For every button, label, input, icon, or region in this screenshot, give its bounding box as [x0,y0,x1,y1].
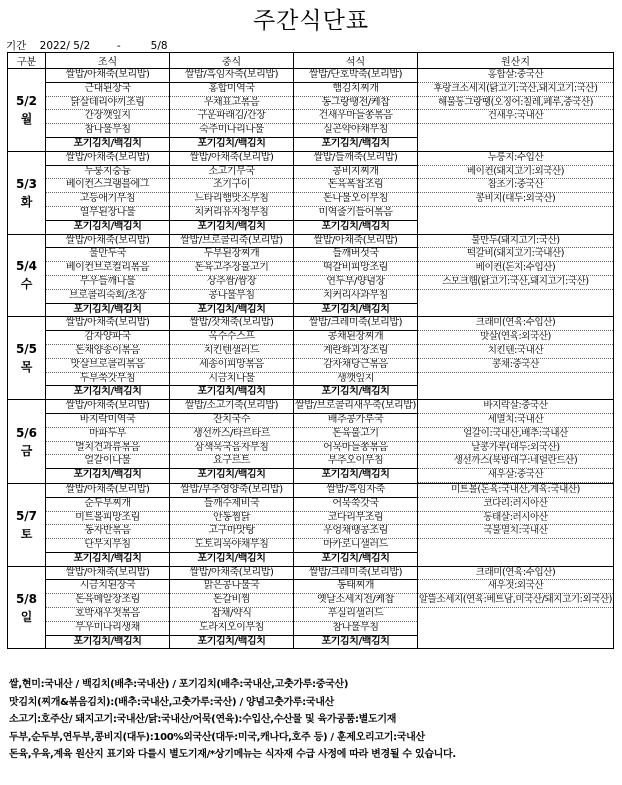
day-label [8,151,46,234]
menu-item: 돈갈비찜 [170,594,293,608]
origin-item: 떡갈비(돼지고기:국내산) [418,248,613,262]
origin-item: 건새우:국내산 [418,110,613,124]
day-date: 5/5 [15,342,38,357]
origin-item: 후랑크소세지(닭고기:국산,돼지고기:국산) [418,83,613,97]
menu-item: 포기김치/백김치 [197,386,266,398]
menu-item: 떡갈비피망조림 [294,262,417,276]
header-dinner: 석식 [294,53,418,69]
origin-item: 날콩가루(대두:외국산) [418,442,613,456]
origin-item: 홍합살:중국산 [418,69,613,83]
menu-item: 포기김치/백김치 [73,469,142,481]
menu-item: 옥수수스프 [170,331,293,345]
menu-item: 생깻잎지 [294,373,417,387]
menu-item: 쌀밥/아채죽(보리밥) [46,235,169,249]
menu-item: 포기김치/백김치 [321,635,390,647]
menu-item: 포기김치/백김치 [73,303,142,315]
menu-item: 포기김치/백김치 [321,220,390,232]
menu-item: 생선까스/타르타르 [170,428,293,442]
dinner-cell [294,69,418,152]
menu-item: 쌀밥/아채죽(보리밥) [46,69,169,83]
origin-item: 새우살:중국산 [418,469,613,483]
menu-item: 쌀밥/소고기죽(보리밥) [170,400,293,414]
menu-item: 근대된장국 [46,83,169,97]
menu-item: 동그랑땡전/케찹 [294,97,417,111]
menu-item: 쌀밥/흑임자죽(보리밥) [170,69,293,83]
menu-item: 실곤약야채무침 [294,124,417,138]
menu-item: 콩나물무침 [170,290,293,304]
menu-item: 쌀밥/부추영양죽(보리밥) [170,484,293,498]
origin-item: 생선까스(북방대구:네덜란드산) [418,455,613,469]
menu-item: 미역줄기들어볶음 [294,207,417,221]
breakfast-cell [46,317,170,400]
lunch-cell [170,234,294,317]
header-breakfast: 조식 [46,53,170,69]
menu-item: 쌀밥/아채죽(보리밥) [46,400,169,414]
menu-item: 맑은콩나물국 [170,580,293,594]
menu-item: 무우들깨나물 [46,276,169,290]
menu-item: 연두부/양념장 [294,276,417,290]
menu-item: 쌀밥/아채죽(보리밥) [170,567,293,581]
origin-item: 국물멸치:국내산 [418,525,613,539]
menu-item: 물만두국 [46,248,169,262]
day-date: 5/2 [15,93,38,108]
menu-item: 바지락미역국 [46,414,169,428]
menu-item: 돈육불고기 [294,428,417,442]
menu-item: 홍합미역국 [170,83,293,97]
menu-item: 상추쌈/쌈장 [170,276,293,290]
day-row [8,483,614,566]
menu-item: 브로콜리숙회/초장 [46,290,169,304]
menu-item: 감자양파국 [46,331,169,345]
menu-item: 시금치된장국 [46,580,169,594]
menu-item: 구운파래김/간장 [170,110,293,124]
day-row [8,317,614,400]
menu-item: 포기김치/백김치 [321,303,390,315]
lunch-cell [170,400,294,484]
menu-item: 들깨수제비국 [170,498,293,512]
menu-item: 고구마맛탕 [170,525,293,539]
origin-item: 크래미(연육:수입산) [418,317,613,331]
menu-item: 포기김치/백김치 [73,137,142,149]
header-origin: 원산지 [418,53,614,69]
menu-item: 들깨버섯국 [294,248,417,262]
menu-item: 쌀밥/흑임자죽 [294,484,417,498]
breakfast-cell [46,483,170,566]
origin-item: 베이컨(돼지고기:외국산) [418,166,613,180]
menu-item: 쌀밥/아채죽(보리밥) [46,152,169,166]
origin-item: 누룽지:수입산 [418,152,613,166]
origin-item: 물만두(돼지고기:국산) [418,235,613,249]
menu-item: 두부된장찌개 [170,248,293,262]
lunch-cell [170,483,294,566]
origin-cell [418,69,614,152]
lunch-cell [170,69,294,152]
menu-item: 순두부찌개 [46,498,169,512]
menu-item: 닭살데리야끼조림 [46,97,169,111]
menu-item: 느타리햄맛소무침 [170,193,293,207]
menu-item: 쌀밥/아채죽(보리밥) [46,317,169,331]
day-date: 5/7 [15,508,38,523]
menu-item: 옛날소세지전/케찹 [294,594,417,608]
day-label [8,400,46,484]
origin-cell [418,151,614,234]
footer-note: 돈육,우육,계육 원산지 표기와 다를시 별도기재/*상기메뉴는 식자재 수급 사정에 따라 변경될 수 있습니다. [9,749,456,761]
origin-notes [9,676,615,764]
origin-item: 콩채:중국산 [418,359,613,373]
header-lunch: 중식 [170,53,294,69]
menu-item: 미트볼피망조림 [46,512,169,526]
menu-item: 포기김치/백김치 [197,635,266,647]
menu-item: 쌀밥/브로콜리죽(보리밥) [170,235,293,249]
menu-item: 치커리유자청무침 [170,207,293,221]
menu-item: 얼갈이나물 [46,455,169,469]
origin-cell [418,566,614,649]
menu-item: 쌀밥/아채죽(보리밥) [294,235,417,249]
menu-item: 콩채된장찌개 [294,331,417,345]
menu-item: 햄김치찌개 [294,83,417,97]
menu-item: 무우미나리생채 [46,622,169,636]
menu-item: 건새우마늘쫑볶음 [294,110,417,124]
menu-item: 쌀밥/아채죽(보리밥) [170,152,293,166]
footer-note: 쌀,현미:국내산 / 백김치(배추:국내산) / 포기김치(배추:국내산,고춧가루:중국산) [9,679,349,690]
menu-item: 포기김치/백김치 [321,386,390,398]
menu-item: 도라지오이무침 [170,622,293,636]
menu-item: 돈나물오이무침 [294,193,417,207]
menu-item: 삼색묵국음자무침 [170,442,293,456]
day-label [8,566,46,649]
origin-item: 해물동그랑땡(오징어:칠레,페루,중국산) [418,97,613,111]
menu-item: 포기김치/백김치 [197,303,266,315]
day-date: 5/3 [15,176,38,191]
menu-item: 돈육폭찹조림 [294,179,417,193]
day-label [8,483,46,566]
menu-item: 숙주미나리나물 [170,124,293,138]
menu-item: 요구르트 [170,455,293,469]
breakfast-cell [46,69,170,152]
footer-note: 소고기:호주산/ 돼지고기:국내산/닭:국내산/어묵(연육):수입산,수산물 및 육가공품:별도기재 [9,714,397,726]
menu-item: 잔치국수 [170,414,293,428]
menu-item: 부추오이무침 [294,455,417,469]
menu-item: 참나물무침 [294,622,417,636]
day-row [8,566,614,649]
menu-item: 어묵마늘쫑볶음 [294,442,417,456]
menu-item: 코다리무조림 [294,512,417,526]
menu-item: 고등애기무침 [46,193,169,207]
menu-period: 기간 2022/ 5/2 - 5/8 [6,40,168,52]
menu-item: 맛살브로콜리볶음 [46,359,169,373]
menu-item: 누룽지숭늉 [46,166,169,180]
day-date: 5/4 [15,259,38,274]
breakfast-cell [46,234,170,317]
breakfast-cell [46,151,170,234]
breakfast-cell [46,566,170,649]
menu-item: 안동찜닭 [170,512,293,526]
menu-item: 치커리사과무침 [294,290,417,304]
origin-cell [418,234,614,317]
menu-item: 쌀밥/크레미죽(보리밥) [294,317,417,331]
footer-note: 두부,순두부,연두부,콩비지(대두):100%외국산(대두:미국,캐나다,호주 등) / 훈제오리고기:국내산 [9,731,425,743]
menu-item: 쌀밥/단호박죽(보리밥) [294,69,417,83]
day-date: 5/8 [15,591,38,606]
day-weekday: 월 [20,111,33,126]
lunch-cell [170,317,294,400]
origin-cell [418,400,614,484]
menu-item: 베이컨브로컬리볶음 [46,262,169,276]
day-weekday: 화 [20,194,33,209]
menu-item: 어묵쑥갓국 [294,498,417,512]
dinner-cell [294,483,418,566]
page-title: 주간식단표 [252,8,370,34]
menu-item: 콩비지찌개 [294,166,417,180]
day-row [8,69,614,152]
menu-item: 간장깻잎지 [46,110,169,124]
origin-item: 동태살:러시아산 [418,512,613,526]
origin-item: 알뜰소세지(연육:베트남,미국산/돼지고기:외국산) [418,594,613,608]
origin-item: 맛살(연육:외국산) [418,331,613,345]
menu-item: 호박새우젓볶음 [46,608,169,622]
menu-item: 우엉채땡콩조림 [294,525,417,539]
day-weekday: 금 [20,443,33,458]
origin-item: 스모크햄(닭고기:국산,돼지고기:국산) [418,276,613,290]
menu-item: 포기김치/백김치 [321,469,390,481]
dinner-cell [294,151,418,234]
menu-item: 포기김치/백김치 [197,469,266,481]
menu-item: 동태찌개 [294,580,417,594]
lunch-cell [170,566,294,649]
dinner-cell [294,566,418,649]
origin-item: 참조기:중국산 [418,179,613,193]
menu-item: 도토리묵야채무침 [170,539,293,553]
menu-item: 동자반볶음 [46,525,169,539]
origin-item: 새우젓:외국산 [418,580,613,594]
origin-item: 코다리:러시아산 [418,498,613,512]
day-row [8,151,614,234]
menu-item: 멸치견과류볶음 [46,442,169,456]
menu-item: 포기김치/백김치 [197,552,266,564]
day-label [8,234,46,317]
menu-item: 참나물무침 [46,124,169,138]
day-weekday: 일 [20,609,33,624]
menu-item: 포기김치/백김치 [73,220,142,232]
origin-cell [418,483,614,566]
menu-item: 베이컨스크램블에그 [46,179,169,193]
origin-cell [418,317,614,400]
day-weekday: 목 [20,360,33,375]
origin-item: 베이컨(돈지:수입산) [418,262,613,276]
menu-item: 세송이피망볶음 [170,359,293,373]
origin-item: 크래미(연육:수입산) [418,567,613,581]
menu-item: 계란화괴장조림 [294,345,417,359]
dinner-cell [294,400,418,484]
menu-item: 쌀밥/아채죽(보리밥) [46,567,169,581]
menu-item: 소고기무국 [170,166,293,180]
origin-item: 바지락살:중국산 [418,400,613,414]
menu-item: 쌀밥/브로콜리새우죽(보리밥) [294,400,417,414]
origin-item: 콩비지(대두:외국산) [418,193,613,207]
menu-item: 포기김치/백김치 [321,552,390,564]
day-date: 5/6 [15,425,38,440]
day-label [8,69,46,152]
menu-item: 두부쑥갓무침 [46,373,169,387]
menu-item: 열무된장나물 [46,207,169,221]
dinner-cell [294,317,418,400]
menu-item: 돈채양송이볶음 [46,345,169,359]
menu-item: 감자채당근볶음 [294,359,417,373]
menu-item: 쌀밥/들깨죽(보리밥) [294,152,417,166]
breakfast-cell [46,400,170,484]
origin-item: 치킨텐:국내산 [418,345,613,359]
menu-item: 쌀밥/잣채죽(보리밥) [170,317,293,331]
menu-item: 배추콩가루국 [294,414,417,428]
day-weekday: 토 [20,526,33,541]
dinner-cell [294,234,418,317]
menu-item: 조기구이 [170,179,293,193]
header-category: 구분 [8,53,46,69]
menu-item: 치킨텐샐러드 [170,345,293,359]
day-weekday: 수 [20,277,33,292]
day-row [8,234,614,317]
footer-note: 맛김치(찌개&볶음김치):(배추:국내산,고춧가루:국산) / 양념고춧가루:국내산 [9,696,334,708]
menu-item: 우채표고볶음 [170,97,293,111]
lunch-cell [170,151,294,234]
menu-item: 돈육메알장조림 [46,594,169,608]
origin-item: 얼갈이:국내산,배추:국내산 [418,428,613,442]
menu-item: 잡채/약식 [170,608,293,622]
menu-item: 시금치나물 [170,373,293,387]
origin-item: 세멸치:국내산 [418,414,613,428]
menu-item: 돈육고추장불고기 [170,262,293,276]
weekly-menu-table [7,52,614,649]
menu-item: 마파두부 [46,428,169,442]
menu-item: 쌀밥/크레미죽(보리밥) [294,567,417,581]
menu-item: 포기김치/백김치 [321,137,390,149]
menu-item: 포기김치/백김치 [197,220,266,232]
menu-item: 단무지무침 [46,539,169,553]
table-header-row [8,53,614,69]
menu-item: 포기김치/백김치 [73,635,142,647]
menu-item: 포기김치/백김치 [73,386,142,398]
day-row [8,400,614,484]
menu-item: 마카로니샐러드 [294,539,417,553]
menu-item: 푸실리샐러드 [294,608,417,622]
menu-item: 포기김치/백김치 [73,552,142,564]
menu-item: 쌀밥/아채죽(보리밥) [46,484,169,498]
menu-item: 포기김치/백김치 [197,137,266,149]
origin-item: 미트볼(돈육:국내산,계육:국내산) [418,484,613,498]
day-label [8,317,46,400]
